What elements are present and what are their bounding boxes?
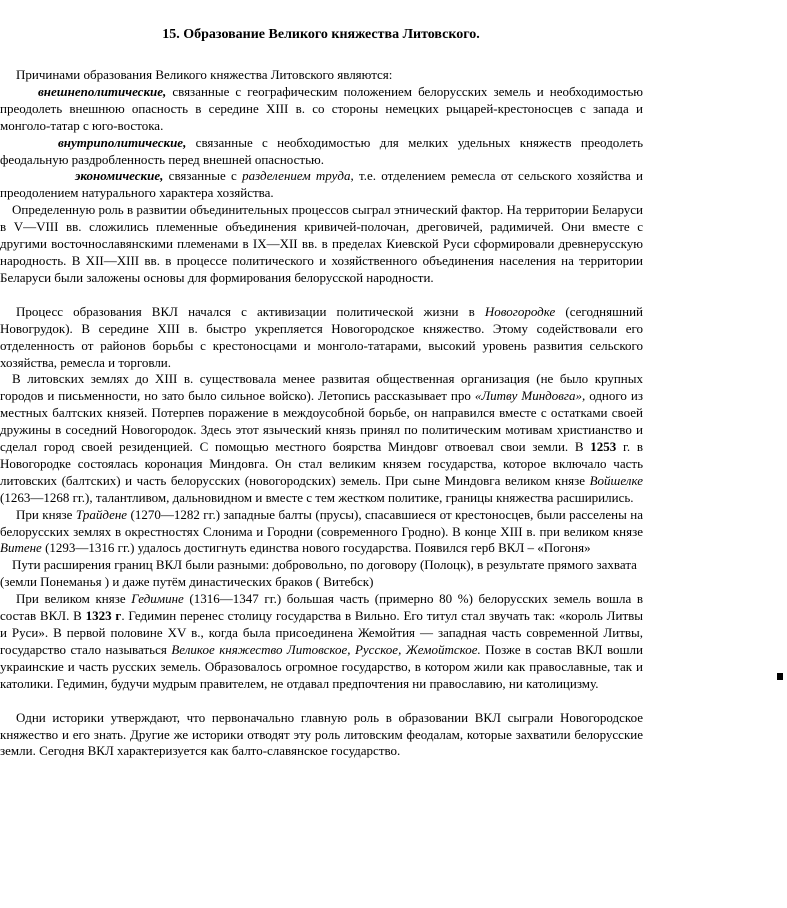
paragraph-gap (0, 693, 643, 710)
cause-economic-paragraph (0, 168, 643, 202)
page-title: 15. Образование Великого княжества Литовского. (162, 27, 480, 42)
ethnic-paragraph: Определенную роль в развитии объединительных процессов сыграл этнический фактор. На территории Беларуси в V—VIII вв. сложились племенные объединения кривичей-полочан, дреговичей, радимичей. Они вместе с другими восточнославянскими племенами в IX—XII вв. в пределах Киевской Руси сформировали древнерусскую народность. В XII—XIII вв. в процессе политического и хозяйственного объединения населения на территории Беларуси были заложены основы для формирования белорусской народности. (0, 202, 643, 285)
cause-term: внешнеполитические, (38, 83, 167, 99)
paragraph-text: Позже в состав ВКЛ вошли украинские и часть русских земель. Образовалось огромное государство, в котором жили как православные, так и католики. Гедимин, будучи мудрым правителем, не отдавал предпочтения ни православию, ни католицизму. (0, 641, 643, 691)
bullet-marker (777, 673, 783, 680)
paragraph-text: (1316—1347 гг.) большая часть (примерно 80 %) белорусских земель вошла в состав ВКЛ. В (0, 591, 643, 624)
year-text: 1323 г (85, 608, 122, 624)
person-name: Гедимине (131, 591, 184, 607)
year-text: 1253 (590, 439, 617, 455)
person-name: Трайдене (75, 506, 128, 522)
cause-text: т.е. отделением ремесла от сельского хозяйства и преодолением натурального характера хозяйства. (0, 168, 644, 201)
mindovg-paragraph (0, 371, 643, 506)
cause-text: связанные с географическим положением белорусских земель и необходимостью преодолеть внешнюю опасность в середине XIII в. со стороны немецких рыцарей-крестоносцев с запада и монголо-татар с юго-востока. (0, 83, 643, 133)
cause-emphasis: разделением труда, (242, 168, 354, 184)
emphasis-text: «Литву Миндовга», (474, 388, 586, 404)
paragraph-gap (0, 287, 643, 304)
cause-text: связанные с (163, 168, 243, 184)
intro-paragraph: Причинами образования Великого княжества Литовского являются: (16, 67, 393, 82)
cause-term: внутриполитические, (58, 134, 187, 150)
document-body (0, 67, 643, 760)
state-name: Великое княжество Литовское, Русское, Жемойтское. (171, 641, 481, 657)
person-name: Войшелке (589, 472, 643, 488)
cause-internal-paragraph (0, 135, 643, 169)
cause-term: экономические, (75, 168, 164, 184)
paragraph-text: (1263—1268 гг.), талантливом, дальновидном и вместе с тем жестком политике, границы княжества расширились. (0, 489, 634, 505)
paragraph-text: В литовских землях до XIII в. существовала менее развитая общественная организация (не было крупных городов и письменности, но зато было сильное войско). Летопись рассказывает про (0, 371, 643, 404)
person-name: Витене (0, 540, 42, 556)
ways-paragraph: Пути расширения границ ВКЛ были разными: добровольно, по договору (Полоцк), в результате прямого захвата (земли Понеманья ) и даже путём династических браков ( Витебск) (0, 557, 637, 590)
paragraph-text: г. в Новогородке состоялась коронация Миндовга. Он стал великим князем государства, которое включало часть литовских (балтских) и часть белорусских (новогородских) земель. При сыне Миндовга великом князе (0, 439, 643, 488)
paragraph-text: (1270—1282 гг.) западные балты (прусы), спасавшиеся от крестоносцев, были расселены на белорусских землях в окрестностях Слонима и Городни (современного Гродно). В конце XIII в. при великом князе (0, 506, 643, 539)
paragraph-text: одного из местных балтских князей. Потерпев поражение в междоусобной борьбе, он направился вместе с остатками своей дружины в соседний Новогородок. Здесь этот языческий князь принял по политическим мотивам христианство и сделал город своей резиденцией. С помощью местного боярства Миндовг отвоевал свои земли. В (0, 388, 643, 455)
cause-foreign-paragraph (0, 84, 643, 135)
paragraph-text: При великом князе (16, 591, 132, 607)
trayden-paragraph (0, 507, 643, 558)
paragraph-text: . Гедимин перенес столицу государства в Вильно. Его титул стал звучать так: «король Литвы и Руси». В первой половине XV в., когда была присоединена Жемойтия — западная часть современной Литвы, государство стало называться (0, 608, 643, 657)
gedimin-paragraph (0, 591, 643, 692)
paragraph-text: При князе (16, 506, 76, 522)
process-paragraph (0, 304, 643, 372)
cause-text: связанные с необходимостью для мелких удельных княжеств преодолеть феодальную раздробленность перед внешней опасностью. (0, 134, 643, 167)
paragraph-text: (сегодняшний Новогрудок). В середине XIII в. быстро укрепляется Новогородское княжество. Этому содействовали его отделенность от районов борьбы с крестоносцами и монголо-татарами, высокий уровень развития сельского хозяйства, ремесла и торговли. (0, 303, 643, 370)
paragraph-text: Процесс образования ВКЛ начался с активизации политической жизни в (16, 303, 485, 319)
paragraph-text: (1293—1316 гг.) удалось достигнуть единства нового государства. Появился герб ВКЛ – «Погоня» (41, 540, 591, 556)
conclusion-paragraph: Одни историки утверждают, что первоначально главную роль в образовании ВКЛ сыграли Новогородское княжество и его знать. Другие же историки отводят эту роль литовским феодалам, которые захватили белорусские земли. Сегодня ВКЛ характеризуется как балто-славянское государство. (0, 709, 643, 759)
place-name: Новогородке (484, 303, 556, 319)
